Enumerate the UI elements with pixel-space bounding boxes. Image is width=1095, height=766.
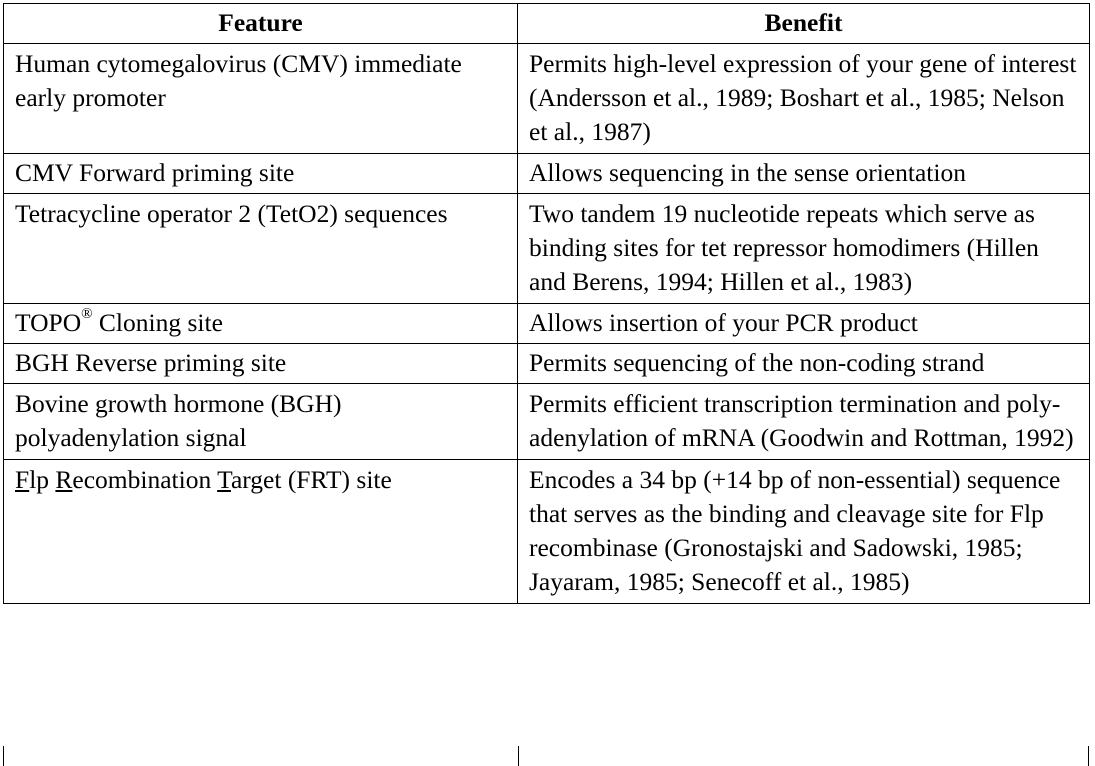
table-continuation bbox=[3, 746, 1089, 766]
citation-italic: et al bbox=[652, 83, 697, 112]
cell-text: arget (FRT) site bbox=[230, 465, 392, 494]
benefit-cell bbox=[518, 154, 1090, 194]
feature-cell bbox=[4, 194, 518, 304]
table-row bbox=[4, 344, 1090, 384]
cell-text: Encodes a 34 bp (+14 bp of non-essential) sequence that serves as the binding and cleavage site for Flp recombinase (Gronostajski and Sadowski, 1985; Jayaram, 1985; Senecoff bbox=[529, 465, 1061, 596]
feature-benefit-table bbox=[3, 3, 1090, 604]
benefit-cell bbox=[518, 344, 1090, 384]
table-body bbox=[4, 44, 1090, 604]
benefit-cell bbox=[518, 460, 1090, 604]
citation-italic: et al bbox=[790, 267, 834, 296]
registered-mark: ® bbox=[81, 305, 93, 322]
cell-text: ., 1985; Nelson bbox=[908, 83, 1065, 112]
column-divider bbox=[518, 746, 519, 766]
cell-text: Permits efficient transcription termination and poly-adenylation of mRNA (Goodwin and Rottman, 1992) bbox=[529, 389, 1074, 452]
cell-text: Cloning site bbox=[92, 308, 223, 337]
header-feature: Feature bbox=[4, 4, 518, 44]
table-row bbox=[4, 384, 1090, 460]
cell-text: ., 1985) bbox=[830, 567, 910, 596]
cell-text: ., 1987) bbox=[572, 117, 651, 146]
header-benefit: Benefit bbox=[518, 4, 1090, 44]
feature-cell bbox=[4, 460, 518, 604]
citation-italic: et al bbox=[787, 567, 831, 596]
citation-italic: et al bbox=[529, 117, 573, 146]
cell-text: Bovine growth hormone (BGH) polyadenylation signal bbox=[15, 389, 342, 452]
cell-text: CMV Forward priming site bbox=[15, 158, 295, 187]
cell-text: ., 1983) bbox=[833, 267, 913, 296]
cell-text: Allows sequencing in the sense orientation bbox=[529, 158, 966, 187]
cell-text: Two tandem 19 nucleotide repeats which serve as binding sites for tet repressor homodimers (Hillen and Berens, 1994; Hillen bbox=[529, 199, 1039, 296]
feature-cell bbox=[4, 384, 518, 460]
table-row bbox=[4, 194, 1090, 304]
underlined-letter: T bbox=[217, 465, 231, 494]
cell-text: BGH Reverse priming site bbox=[15, 348, 287, 377]
feature-cell bbox=[4, 44, 518, 154]
benefit-cell bbox=[518, 304, 1090, 344]
feature-cell bbox=[4, 304, 518, 344]
feature-cell bbox=[4, 344, 518, 384]
cell-text: Permits high-level expression of your gene of interest (Andersson bbox=[529, 49, 1077, 112]
table-row bbox=[4, 154, 1090, 194]
benefit-cell bbox=[518, 384, 1090, 460]
cell-text: ., 1989; Boshart bbox=[696, 83, 866, 112]
citation-italic: et al bbox=[865, 83, 909, 112]
cell-text: Tetracycline operator 2 (TetO2) sequences bbox=[15, 199, 448, 228]
benefit-cell bbox=[518, 194, 1090, 304]
cell-text: Allows insertion of your PCR product bbox=[529, 308, 918, 337]
header-row bbox=[4, 4, 1090, 44]
cell-text: ecombination bbox=[72, 465, 218, 494]
cell-text: TOPO bbox=[15, 308, 82, 337]
underlined-letter: R bbox=[55, 465, 73, 494]
cell-text: Permits sequencing of the non-coding strand bbox=[529, 348, 985, 377]
table-row bbox=[4, 304, 1090, 344]
feature-cell bbox=[4, 154, 518, 194]
cell-text: lp bbox=[29, 465, 56, 494]
table-row bbox=[4, 44, 1090, 154]
cell-text: Human cytomegalovirus (CMV) immediate early promoter bbox=[15, 49, 462, 112]
underlined-letter: F bbox=[15, 465, 30, 494]
benefit-cell bbox=[518, 44, 1090, 154]
table-row bbox=[4, 460, 1090, 604]
